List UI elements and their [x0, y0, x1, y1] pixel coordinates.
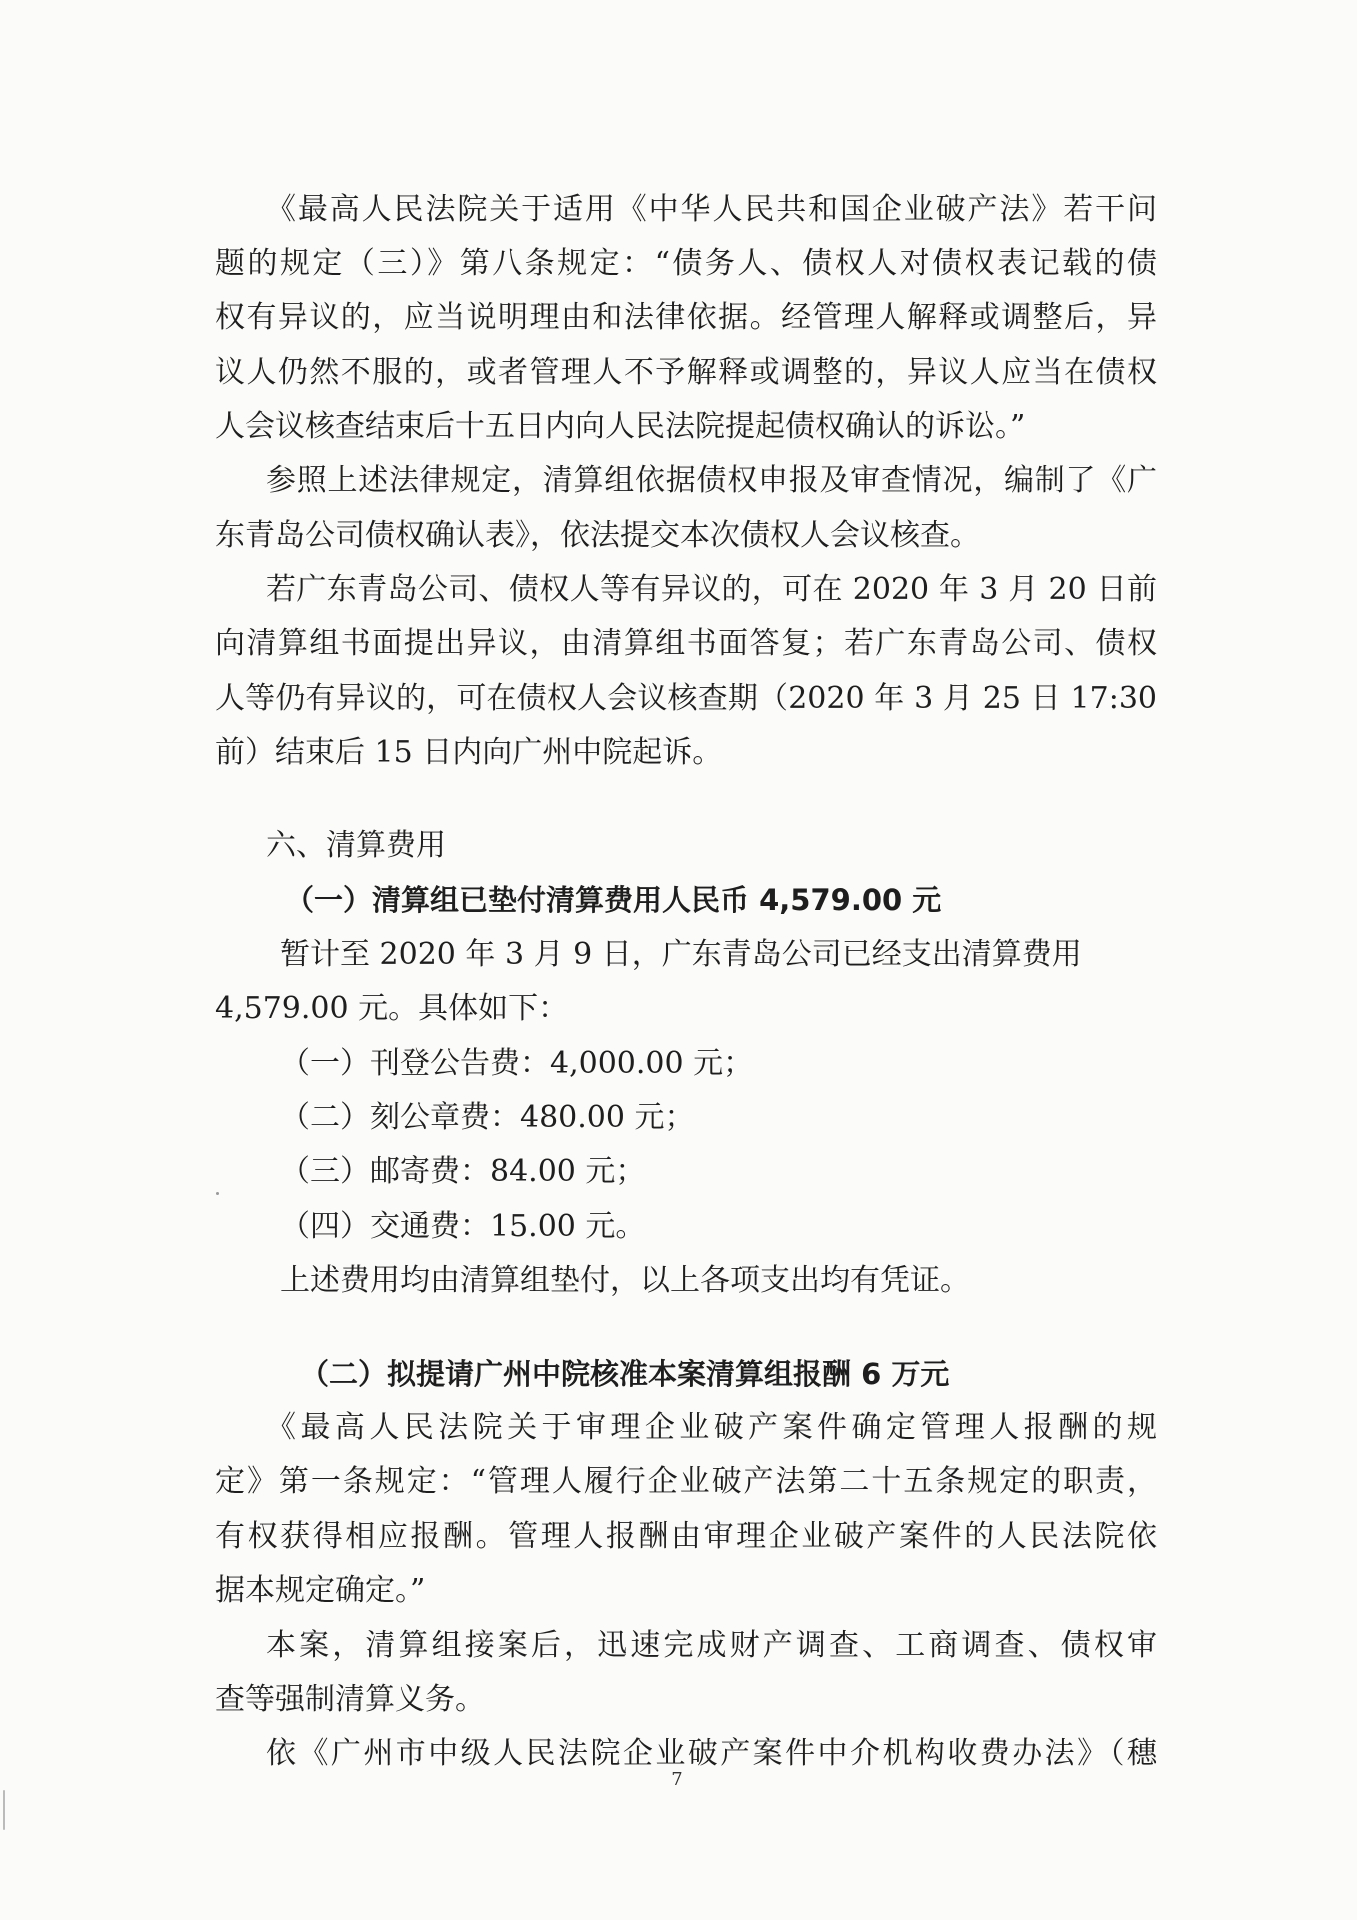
paragraph-line: 有权获得相应报酬。管理人报酬由审理企业破产案件的人民法院依 [215, 1519, 1157, 1554]
paragraph-line: 向清算组书面提出异议，由清算组书面答复；若广东青岛公司、债权 [215, 626, 1157, 661]
paragraph-line: 定》第一条规定：“管理人履行企业破产法第二十五条规定的职责， [215, 1464, 1157, 1499]
scan-edge-mark [3, 1790, 5, 1830]
page-number: 7 [671, 1769, 683, 1790]
paragraph-line: 上述费用均由清算组垫付，以上各项支出均有凭证。 [280, 1263, 970, 1298]
expense-item: （四）交通费：15.00 元。 [280, 1209, 646, 1244]
scan-speck [216, 1192, 219, 1195]
paragraph-line: 议人仍然不服的，或者管理人不予解释或调整的，异议人应当在债权 [215, 355, 1157, 390]
paragraph-line: 人等仍有异议的，可在债权人会议核查期（2020 年 3 月 25 日 17:30 [215, 681, 1157, 716]
paragraph-line: 东青岛公司债权确认表》，依法提交本次债权人会议核查。 [215, 518, 980, 553]
paragraph-line: 参照上述法律规定，清算组依据债权申报及审查情况，编制了《广 [266, 463, 1157, 498]
paragraph-line: 暂计至 2020 年 3 月 9 日，广东青岛公司已经支出清算费用 [280, 937, 1082, 972]
sub-heading-advanced-fees: （一）清算组已垫付清算费用人民币 4,579.00 元 [285, 883, 942, 917]
expense-item: （二）刻公章费：480.00 元； [280, 1100, 695, 1135]
paragraph-line: 题的规定（三）》第八条规定：“债务人、债权人对债权表记载的债 [215, 246, 1157, 281]
paragraph-line: 前）结束后 15 日内向广州中院起诉。 [215, 735, 723, 770]
paragraph-line: 《最高人民法院关于适用《中华人民共和国企业破产法》若干问 [266, 192, 1157, 227]
paragraph-line: 本案，清算组接案后，迅速完成财产调查、工商调查、债权审 [266, 1628, 1157, 1663]
expense-item: （一）刊登公告费：4,000.00 元； [280, 1046, 754, 1081]
sub-heading-remuneration: （二）拟提请广州中院核准本案清算组报酬 6 万元 [300, 1357, 950, 1391]
paragraph-line: 若广东青岛公司、债权人等有异议的，可在 2020 年 3 月 20 日前 [266, 572, 1157, 607]
expense-item: （三）邮寄费：84.00 元； [280, 1154, 646, 1189]
paragraph-line: 权有异议的，应当说明理由和法律依据。经管理人解释或调整后，异 [215, 300, 1157, 335]
paragraph-line: 《最高人民法院关于审理企业破产案件确定管理人报酬的规 [266, 1410, 1157, 1445]
paragraph-line: 据本规定确定。” [215, 1573, 426, 1608]
paragraph-line: 依《广州市中级人民法院企业破产案件中介机构收费办法》（穗 [266, 1736, 1157, 1771]
paragraph-line: 查等强制清算义务。 [215, 1682, 485, 1717]
paragraph-line: 人会议核查结束后十五日内向人民法院提起债权确认的诉讼。” [215, 409, 1026, 444]
paragraph-line: 4,579.00 元。具体如下： [215, 991, 569, 1026]
section-heading: 六、清算费用 [266, 828, 446, 863]
